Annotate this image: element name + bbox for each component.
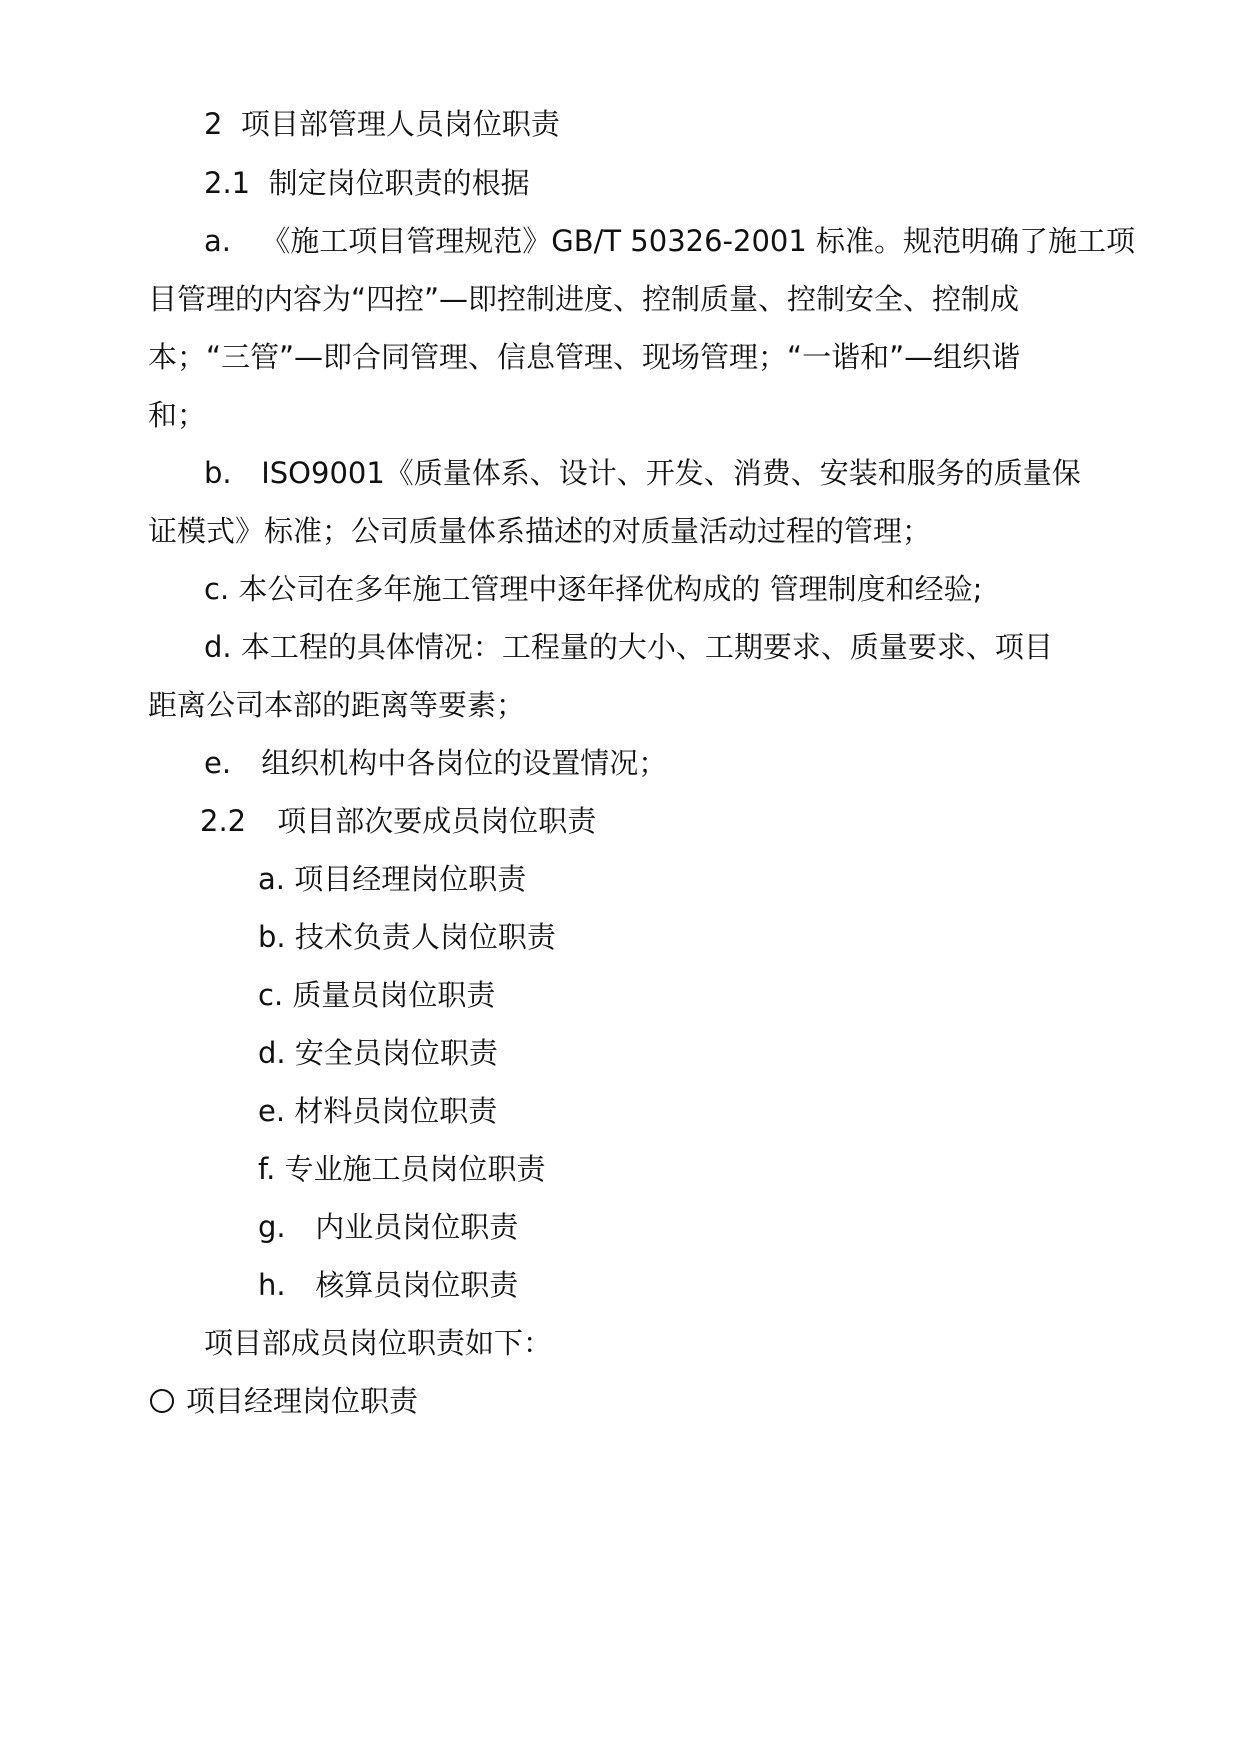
section-2-2-heading [200,801,596,841]
item-prefix: f. [258,1152,276,1186]
list-item [258,975,495,1015]
paragraph-text: 《施工项目管理规范》GB/T 50326-2001 标准。规范明确了施工项 [261,224,1136,258]
item-prefix: a. [204,224,231,258]
paragraph-d-line-2: 距离公司本部的距离等要素； [148,688,526,722]
heading-text: 项目经理岗位职责 [186,1384,419,1418]
section-2-1-heading [204,163,530,203]
paragraph-b-line-1 [204,453,1081,493]
item-prefix: a. [258,862,285,896]
paragraph-c [204,569,982,609]
section-number: 2.2 [200,804,247,838]
item-text: 内业员岗位职责 [315,1210,519,1244]
paragraph-text: 组织机构中各岗位的设置情况； [261,746,668,780]
paragraph-b-line-2: 证模式》标准；公司质量体系描述的对质量活动过程的管理； [148,514,932,548]
list-item [258,1265,518,1305]
item-prefix: c. [258,978,284,1012]
item-prefix: e. [204,746,232,780]
section-number: 2 [204,107,223,141]
paragraph-text: 本公司在多年施工管理中逐年择优构成的 管理制度和经验; [238,572,983,606]
item-prefix: g. [258,1210,286,1244]
list-item [258,1091,497,1131]
paragraph-a-line-3: 本；“三管”—即合同管理、信息管理、现场管理；“一谐和”—组织谐 [148,340,1021,374]
section-title: 制定岗位职责的根据 [268,166,530,200]
circle-bullet-icon [150,1389,174,1413]
paragraph-text: 本工程的具体情况：工程量的大小、工期要求、质量要求、项目 [240,630,1053,664]
item-text: 专业施工员岗位职责 [284,1152,546,1186]
item-text: 质量员岗位职责 [292,978,496,1012]
item-text: 核算员岗位职责 [315,1268,519,1302]
list-item [258,1207,518,1247]
item-prefix: d. [258,1036,286,1070]
paragraph-a-line-2: 目管理的内容为“四控”—即控制进度、控制质量、控制安全、控制成 [148,282,1020,316]
section-title: 项目部次要成员岗位职责 [277,804,597,838]
section-number: 2.1 [204,166,251,200]
section-2-heading [204,104,560,144]
item-prefix: h. [258,1268,286,1302]
list-item [258,1149,546,1189]
item-text: 项目经理岗位职责 [294,862,527,896]
paragraph-text: ISO9001《质量体系、设计、开发、消费、安装和服务的质量保 [261,456,1081,490]
item-text: 安全员岗位职责 [294,1036,498,1070]
section-title: 项目部管理人员岗位职责 [240,107,560,141]
paragraph-d-line-1 [204,627,1053,667]
list-item [258,1033,498,1073]
item-text: 材料员岗位职责 [294,1094,498,1128]
item-prefix: b. [204,456,232,490]
pm-duties-heading [150,1381,418,1421]
item-text: 技术负责人岗位职责 [294,920,556,954]
list-item [258,859,526,899]
summary-line: 项目部成员岗位职责如下： [204,1326,553,1360]
list-item [258,917,556,957]
paragraph-e [204,743,667,783]
item-prefix: d. [204,630,232,664]
paragraph-a-line-1 [204,221,1135,261]
item-prefix: b. [258,920,286,954]
item-prefix: e. [258,1094,286,1128]
item-prefix: c. [204,572,230,606]
paragraph-a-line-4: 和； [148,398,207,432]
